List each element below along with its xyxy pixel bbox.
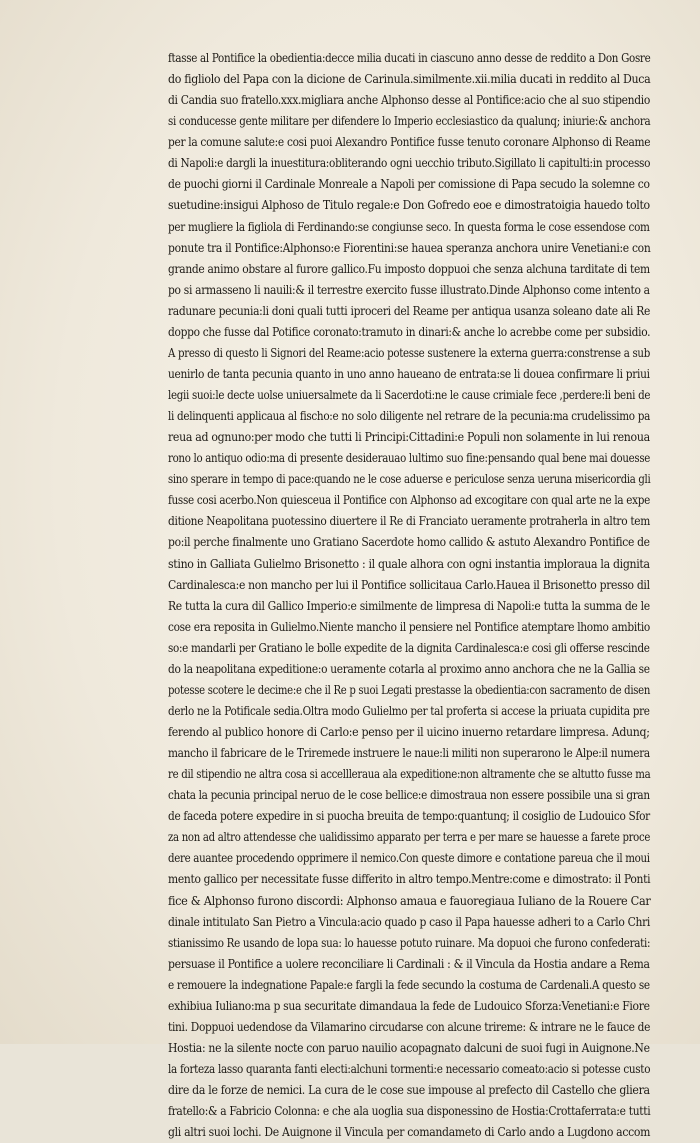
text-line: Re tutta la cura dil Gallico Imperio:e similmente de limpresa di Napoli:e tutta la summa de le [168,598,650,613]
text-line: A presso di questo li Signori del Reame:acio potesse sustenere la externa guerra:constrense a sub [168,345,650,360]
text-line: dinale intitulato San Pietro a Vincula:acio quado p caso il Papa hauesse adheri to a Carlo Chri [168,914,651,929]
text-line: dire da le forze de nemici. La cura de le cose sue impouse al prefecto dil Castello che gliera [168,1083,650,1098]
text-line: fratello:& a Fabricio Colonna: e che ala uoglia sua disponessino de Hostia:Crottaferrata:e tutti [168,1104,651,1119]
text-line: persuase il Pontifice a uolere reconciliare li Cardinali : & il Vincula da Hostia andare a Rema [168,956,650,971]
text-line: ponute tra il Pontifice:Alphonso:e Fiorentini:se hauea speranza anchora unire Venetiani:e con [168,240,651,255]
text-line: ftasse al Pontifice la obedientia:decce milia ducati in ciascuno anno desse de reddito a Don Gosre [168,51,651,65]
text-line: derlo ne la Potificale sedia.Oltra modo Gulielmo per tal proferta si accese la priuata cupidita pre [168,703,650,718]
text-line: potesse scotere le decime:e che il Re p suoi Legati prestasse la obedientia:con sacramento de disen [168,682,651,697]
text-line: dere auantee procedendo opprimere il nemico.Con queste dimore e contatione pareua che il moui [168,851,650,866]
text-line: do la neapolitana expeditione:o ueramente cotarla al proximo anno anchora che ne la Gallia se [168,661,650,676]
text-line: chata la pecunia principal neruo de le cose bellice:e dimostraua non essere possibile una si gran [168,788,650,803]
text-line: fice & Alphonso furono discordi: Alphonso amaua e fauoregiaua Iuliano de la Rouere Car [168,893,651,908]
text-line: mento gallico per necessitate fusse differito in altro tempo.Mentre:come e dimostrato: il Ponti [168,872,651,887]
text-line: re dil stipendio ne altra cosa si accellleraua ala expeditione:non altramente che se altutto fusse ma [168,767,651,782]
text-line: li delinquenti applicaua al fischo:e no solo diligente nel retrare de la pecunia:ma crudelissimo pa [168,409,650,424]
text-line: de puochi giorni il Cardinale Monreale a Napoli per comissione di Papa secudo la solemne co [168,177,650,192]
text-line: so:e mandarli per Gratiano le bolle expedite de la dignita Cardinalesca:e cosi gli offerse rescinde [168,640,650,655]
text-line: reua ad ognuno:per modo che tutti li Principi:Cittadini:e Populi non solamente in lui renoua [168,430,650,445]
text-line: za non ad altro attendesse che ualidissimo apparato per terra e per mare se hauesse a farete proce [168,830,651,845]
text-line: fusse cosi acerbo.Non quiesceua il Pontifice con Alphonso ad excogitare con qual arte ne la expe [168,493,650,508]
text-line: grande animo obstare al furore gallico.Fu imposto doppuoi che senza alchuna tarditate di tem [168,261,650,276]
text-line: la forteza lasso quaranta fanti electi:alchuni tormenti:e necessario comeato:acio si potesse custo [168,1062,651,1076]
text-line: di Napoli:e dargli la inuestitura:obliterando ogni uecchio tributo.Sigillato li capitulti:in processo [168,156,651,171]
text-line: ferendo al publico honore di Carlo:e penso per il uicino inuerno retardare limpresa. Adunq; [168,725,650,739]
text-line: per mugliere la figliola di Ferdinando:se congiunse seco. In questa forma le cose essendose com [168,219,650,234]
text-block [168,48,650,1143]
text-line: po:il perche finalmente uno Gratiano Sacerdote homo callido & astuto Alexandro Pontifice de [168,535,650,550]
text-line: stino in Galliata Gulielmo Brisonetto : il quale alhora con ogni instantia imploraua la dignita [168,556,650,571]
text-line: de faceda potere expedire in si puocha breuita de tempo:quantunq; il cosiglio de Ludouico Sfor [168,809,650,824]
text-line: sino sperare in tempo di pace:quando ne le cose aduerse e periculose senza ueruna misericordia gli [168,472,651,487]
text-line: suetudine:insigui Alphoso de Titulo regale:e Don Gofredo eoe e dimostratoigia hauedo tolto [168,198,650,213]
text-line: do figliolo del Papa con la dicione de Carinula.similmente.xii.milia ducati in reddito al Duca [168,72,651,87]
text-line: legii suoi:le decte uolse uniuersalmete da li Sacerdoti:ne le cause crimiale fece ,perdere:li beni de [168,388,651,402]
text-line: doppo che fusse dal Potifice coronato:tramuto in dinari:& anche lo acrebbe come per subsidio. [168,324,651,339]
text-line: e remouere la indegnatione Papale:e fargli la fede secundo la costuma de Cardenali.A questo se [168,977,650,992]
text-line: Hostia: ne la silente nocte con paruo nauilio acopagnato dalcuni de suoi fugi in Auignone.Ne [168,1040,650,1055]
text-line: po si armasseno li nauili:& il terrestre exercito fusse illustrato.Dinde Alphonso come intento a [168,282,650,297]
text-line: mancho il fabricare de le Triremede instruere le naue:li militi non superarono le Alpe:il numera [168,746,650,761]
text-line: stianissimo Re usando de lopa sua: lo hauesse potuto ruinare. Ma dopuoi che furono confederati: [168,935,651,950]
text-line: per la comune salute:e cosi puoi Alexandro Pontifice fusse tenuto coronare Alphonso di Reame [168,135,651,150]
text-line: di Candia suo fratello.xxx.migliara anche Alphonso desse al Pontifice:acio che al suo stipendio [168,93,651,108]
text-line: gli altri suoi lochi. De Auignone il Vincula per comandameto di Carlo ando a Lugdono accom [168,1125,651,1140]
text-line: ditione Neapolitana puotessino diuertere il Re di Franciato ueramente protraherla in altro tem [168,514,650,529]
text-line: si conducesse gente militare per difendere lo Imperio ecclesiastico da qualunq; iniurie:& anchora [168,114,651,129]
text-line: Cardinalesca:e non mancho per lui il Pontifice sollicitaua Carlo.Hauea il Brisonetto presso dil [168,577,650,592]
text-line: tini. Doppuoi uedendose da Vilamarino circudarse con alcune trireme: & intrare ne le fauce de [168,1019,651,1034]
text-line: uenirlo de tanta pecunia quanto in uno anno haueano de entrata:se li douea confirmare li priui [168,366,650,381]
text-line: cose era reposita in Gulielmo.Niente mancho il pensiere nel Pontifice atemptare lhomo ambitio [168,619,650,634]
text-line: rono lo antiquo odio:ma di presente desiderauao lultimo suo fine:pensando qual bene mai douesse [168,451,651,466]
text-line: exhibiua Iuliano:ma p sua securitate dimandaua la fede de Ludouico Sforza:Venetiani:e Fiore [168,998,650,1013]
text-line: radunare pecunia:li doni quali tutti iproceri del Reame per antiqua usanza soleano date ali Re [168,303,651,318]
